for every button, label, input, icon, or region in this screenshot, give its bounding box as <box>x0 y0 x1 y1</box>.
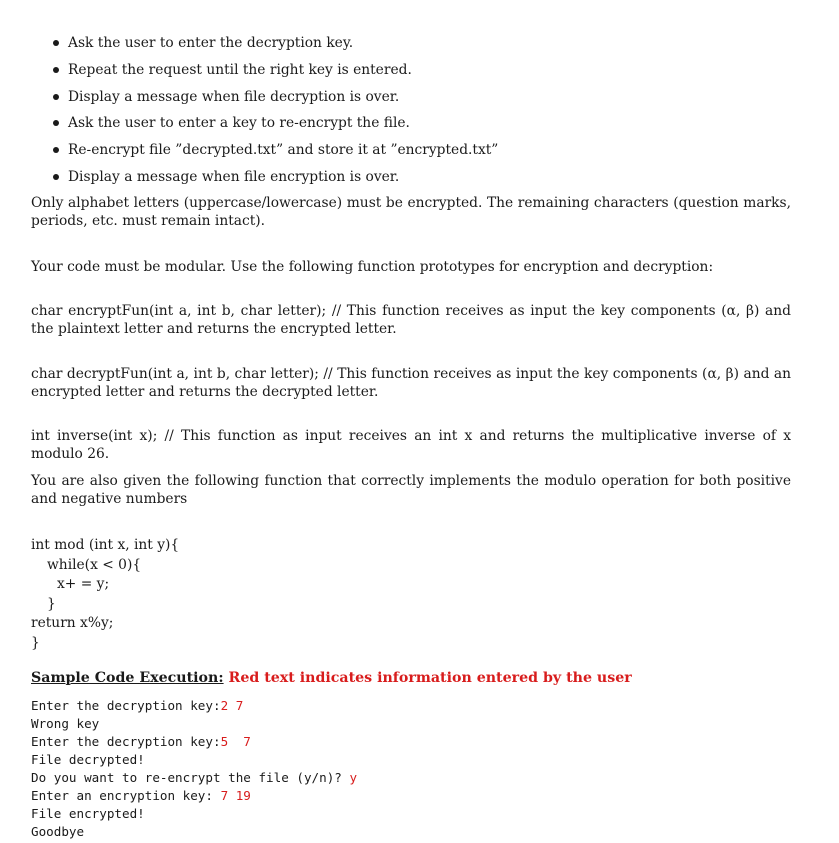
requirements-list <box>52 32 498 193</box>
list-item-text: Display a message when file decryption is over. <box>68 88 400 105</box>
list-item-text: Display a message when file encryption is over. <box>68 168 400 185</box>
code-line: while(x < 0){ <box>47 556 142 573</box>
console-prompt: Enter the decryption key: <box>31 698 221 713</box>
list-item <box>52 112 498 139</box>
console-line: Goodbye <box>31 824 85 839</box>
inverse-prototype-paragraph: int inverse(int x); // This function as input receives an int x and returns the multiplicative inverse of x modulo 26. <box>31 428 791 462</box>
console-line <box>31 787 357 805</box>
list-item <box>52 139 498 166</box>
console-line <box>31 733 357 751</box>
console-user-input: y <box>349 770 358 785</box>
bullet-icon <box>53 94 59 100</box>
list-item-text: Repeat the request until the right key is entered. <box>68 61 412 78</box>
list-item <box>52 32 498 59</box>
bullet-icon <box>53 174 59 180</box>
sample-heading-label: Sample Code Execution: <box>31 670 224 686</box>
modular-paragraph: Your code must be modular. Use the following function prototypes for encryption and decryption: <box>31 259 714 275</box>
mod-given-paragraph: You are also given the following function that correctly implements the modulo operation for both positive and negative numbers <box>31 473 791 507</box>
sample-console-output <box>31 697 357 841</box>
console-line: File encrypted! <box>31 806 145 821</box>
code-line: int mod (int x, int y){ <box>31 537 180 553</box>
list-item-text: Ask the user to enter the decryption key. <box>68 35 354 51</box>
console-user-input: 2 7 <box>220 698 244 713</box>
decrypt-prototype-paragraph: char decryptFun(int a, int b, char letter); // This function receives as input the key components (α, β) and an encrypted letter and returns the decrypted letter. <box>31 366 791 400</box>
console-line: Wrong key <box>31 716 100 731</box>
bullet-icon <box>53 67 59 73</box>
code-line: } <box>47 595 56 612</box>
console-prompt: Enter an encryption key: <box>31 788 221 803</box>
alphabet-only-paragraph: Only alphabet letters (uppercase/lowercase) must be encrypted. The remaining characters (question marks, periods, etc. must remain intact). <box>31 195 791 229</box>
bullet-icon <box>53 147 59 153</box>
code-line: x+ = y; <box>57 576 110 592</box>
console-line <box>31 769 357 787</box>
console-user-input: 7 19 <box>220 788 251 803</box>
console-line <box>31 697 357 715</box>
list-item-text: Ask the user to enter a key to re-encrypt the file. <box>68 115 410 132</box>
bullet-icon <box>53 40 59 46</box>
sample-execution-heading <box>31 670 632 686</box>
code-line: return x%y; <box>31 615 114 631</box>
encrypt-prototype-paragraph: char encryptFun(int a, int b, char letter); // This function receives as input the key components (α, β) and the plaintext letter and returns the encrypted letter. <box>31 303 791 337</box>
bullet-icon <box>53 120 59 126</box>
list-item <box>52 166 498 193</box>
code-line: } <box>31 634 40 651</box>
console-user-input: 5 7 <box>220 734 251 749</box>
mod-function-code <box>31 536 179 653</box>
console-prompt: Do you want to re-encrypt the file (y/n)? <box>31 770 350 785</box>
list-item <box>52 86 498 113</box>
list-item <box>52 59 498 86</box>
console-prompt: Enter the decryption key: <box>31 734 221 749</box>
list-item-text: Re-encrypt file ”decrypted.txt” and store it at ”encrypted.txt” <box>68 142 499 159</box>
sample-heading-note: Red text indicates information entered by the user <box>228 670 632 686</box>
console-line: File decrypted! <box>31 752 145 767</box>
